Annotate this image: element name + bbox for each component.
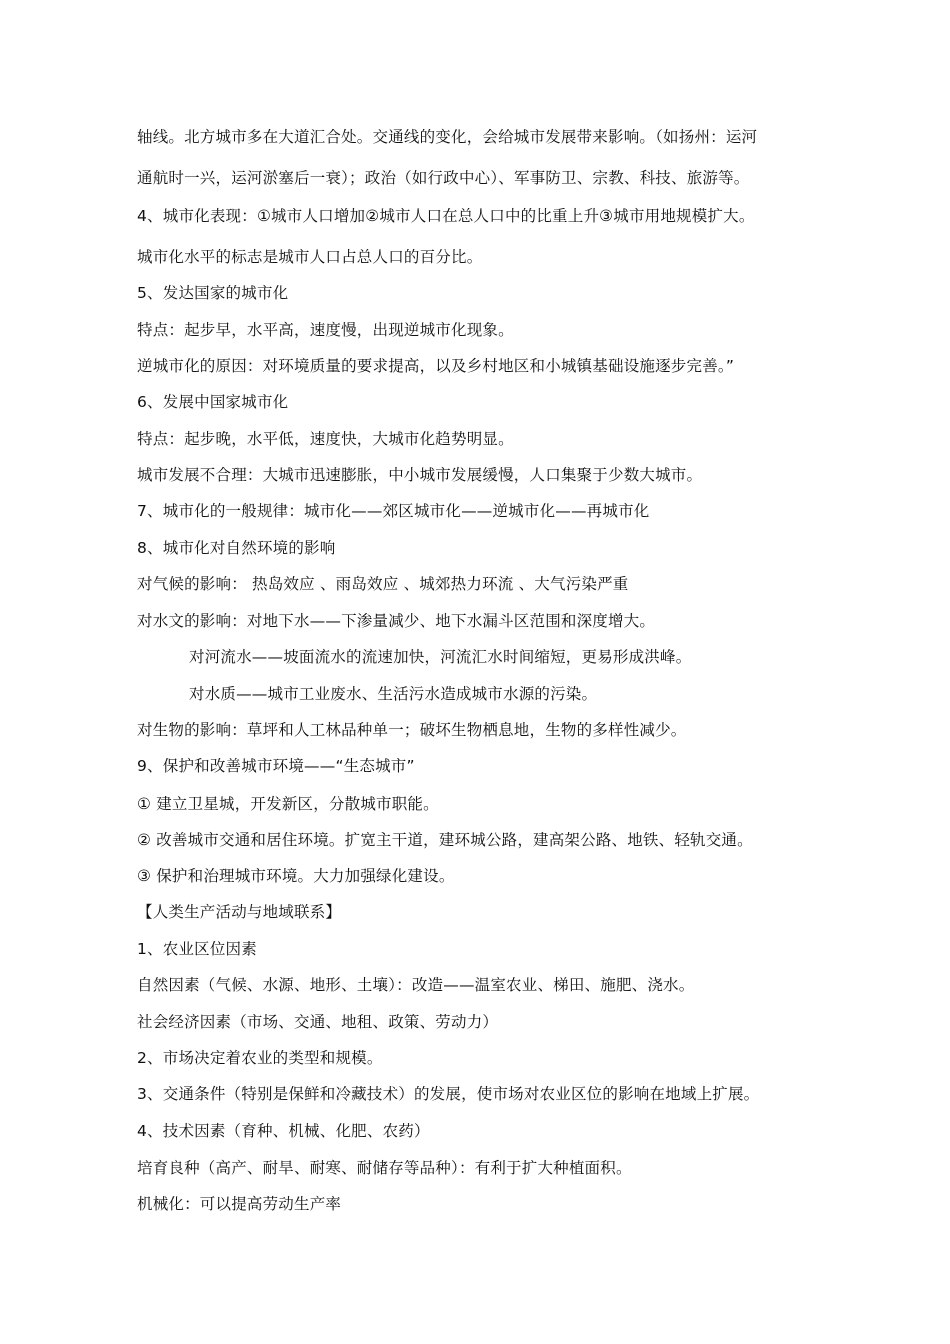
- text-line-17: 对生物的影响：草坪和人工林品种单一；破坏生物栖息地，生物的多样性减少。: [137, 721, 687, 739]
- chapter-heading: 【人类生产活动与地域联系】: [137, 903, 342, 921]
- text-line-20: ② 改善城市交通和居住环境。扩宽主干道，建环城公路，建高架公路、地铁、轻轨交通。: [137, 831, 753, 849]
- text-line-19: ① 建立卫星城，开发新区，分散城市职能。: [137, 795, 439, 813]
- text-line-29: 培育良种（高产、耐旱、耐寒、耐储存等品种）：有利于扩大种植面积。: [137, 1159, 632, 1177]
- text-line-9: 特点：起步晚，水平低，速度快，大城市化趋势明显。: [137, 430, 514, 448]
- text-line-24: 自然因素（气候、水源、地形、土壤）：改造——温室农业、梯田、施肥、浇水。: [137, 976, 695, 994]
- text-line-30: 机械化：可以提高劳动生产率: [137, 1195, 342, 1213]
- section-heading-4: 4、技术因素（育种、机械、化肥、农药）: [137, 1122, 430, 1140]
- text-line-15: 对河流水——坡面流水的流速加快，河流汇水时间缩短，更易形成洪峰。: [189, 648, 692, 666]
- text-line-10: 城市发展不合理：大城市迅速膨胀，中小城市发展缓慢，人口集聚于少数大城市。: [137, 466, 703, 484]
- text-line-2: 通航时一兴，运河淤塞后一衰）；政治（如行政中心）、军事防卫、宗教、科技、旅游等。: [137, 169, 750, 187]
- section-heading-8: 8、城市化对自然环境的影响: [137, 539, 336, 557]
- section-heading-2: 2、市场决定着农业的类型和规模。: [137, 1049, 383, 1067]
- section-heading-7: 7、城市化的一般规律：城市化——郊区城市化——逆城市化——再城市化: [137, 502, 650, 520]
- text-line-4: 城市化水平的标志是城市人口占总人口的百分比。: [137, 248, 483, 266]
- text-line-13: 对气候的影响： 热岛效应 、雨岛效应 、城郊热力环流 、大气污染严重: [137, 575, 629, 593]
- text-line-14: 对水文的影响：对地下水——下渗量减少、地下水漏斗区范围和深度增大。: [137, 612, 656, 630]
- text-line-6: 特点：起步早，水平高，速度慢，出现逆城市化现象。: [137, 321, 514, 339]
- text-line-21: ③ 保护和治理城市环境。大力加强绿化建设。: [137, 867, 455, 885]
- section-heading-3: 3、交通条件（特别是保鲜和冷藏技术）的发展，使市场对农业区位的影响在地域上扩展。: [137, 1085, 760, 1103]
- text-line-7: 逆城市化的原因：对环境质量的要求提高，以及乡村地区和小城镇基础设施逐步完善。”: [137, 357, 735, 375]
- section-heading-1: 1、农业区位因素: [137, 940, 257, 958]
- text-line-16: 对水质——城市工业废水、生活污水造成城市水源的污染。: [189, 685, 598, 703]
- text-line-1: 轴线。北方城市多在大道汇合处。交通线的变化，会给城市发展带来影响。（如扬州：运河: [137, 128, 758, 146]
- section-heading-6: 6、发展中国家城市化: [137, 393, 289, 411]
- text-line-3: 4、城市化表现：①城市人口增加②城市人口在总人口中的比重上升③城市用地规模扩大。: [137, 207, 755, 225]
- section-heading-9: 9、保护和改善城市环境——“生态城市”: [137, 757, 415, 775]
- section-heading-5: 5、发达国家的城市化: [137, 284, 289, 302]
- text-line-25: 社会经济因素（市场、交通、地租、政策、劳动力）: [137, 1013, 499, 1031]
